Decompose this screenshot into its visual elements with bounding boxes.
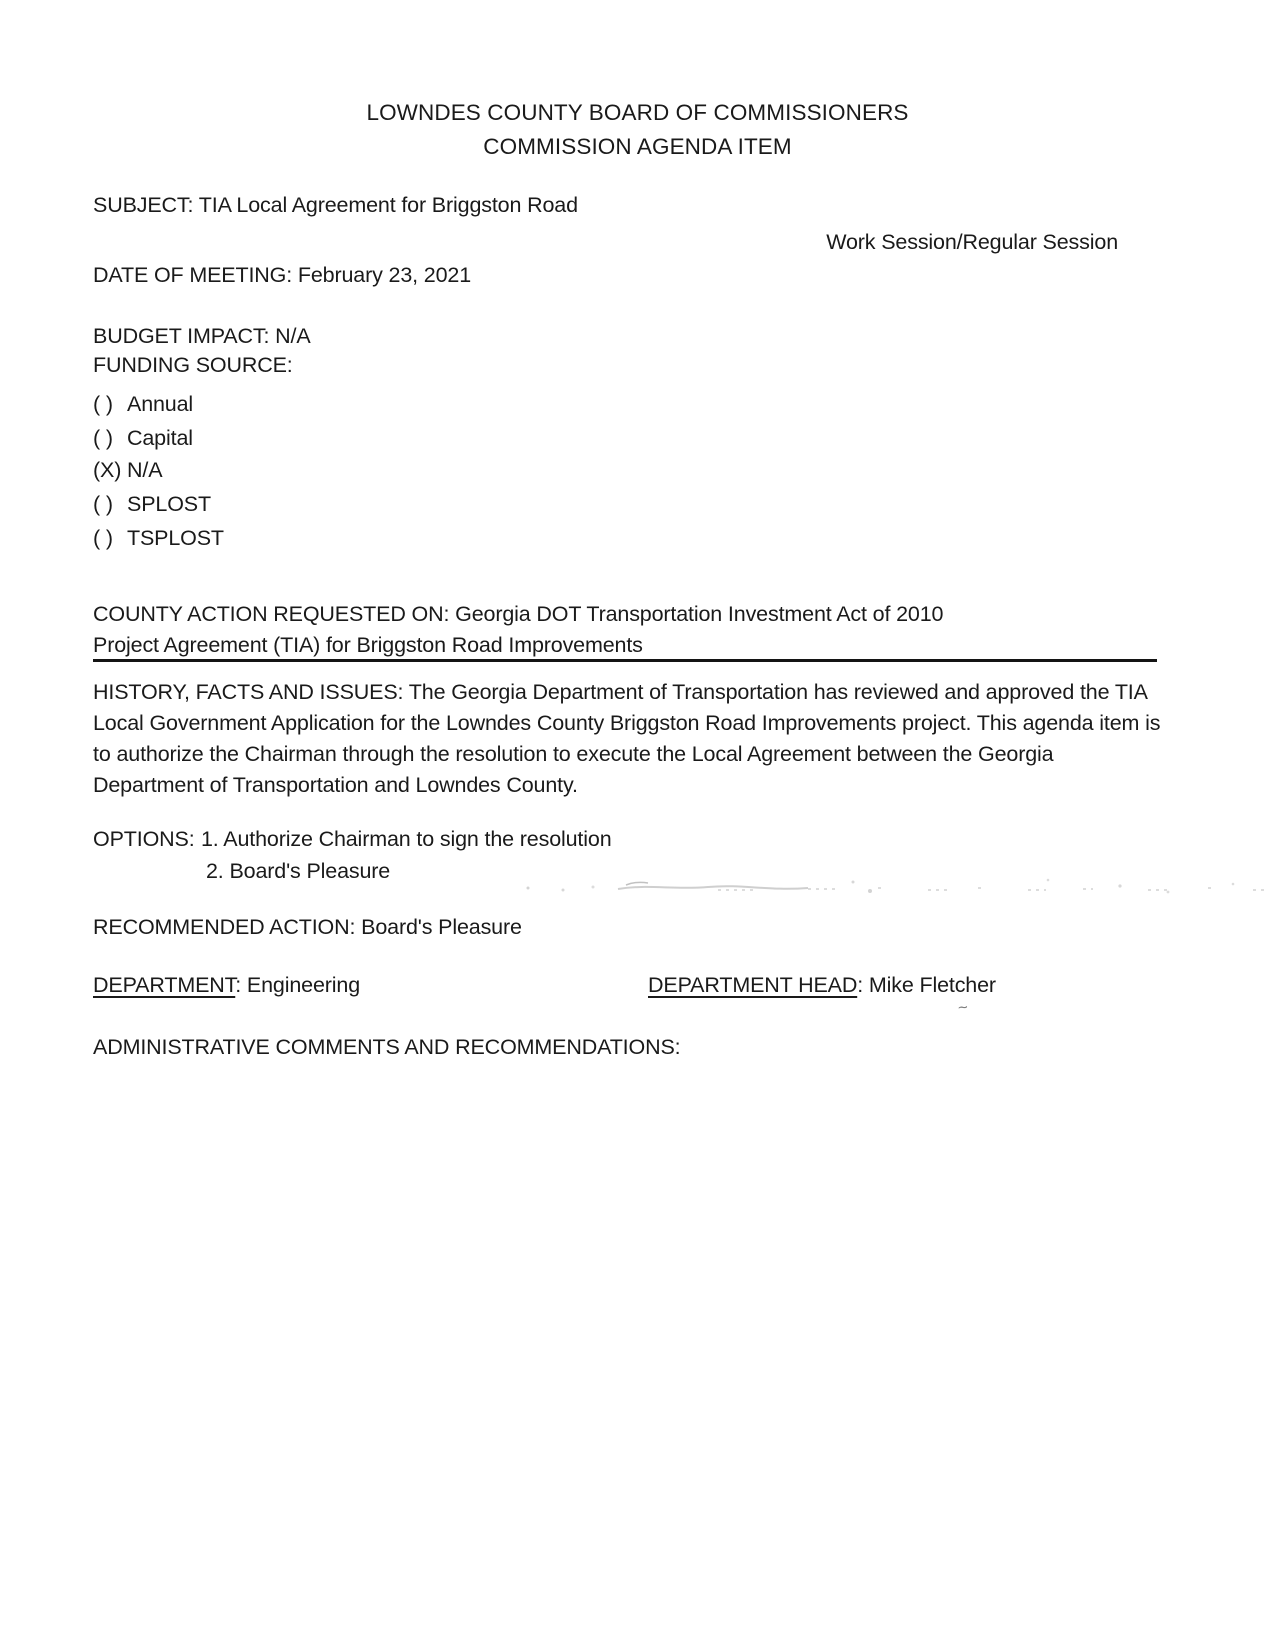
session-type: Work Session/Regular Session [826, 230, 1118, 254]
funding-option-label: TSPLOST [127, 526, 224, 550]
department-head-value: : Mike Fletcher [857, 973, 996, 997]
page-subtitle: COMMISSION AGENDA ITEM [483, 134, 792, 159]
options-label: OPTIONS: [93, 827, 195, 851]
department-head-line [648, 972, 996, 998]
department-head-label: DEPARTMENT HEAD [648, 973, 858, 997]
checkbox-mark: ( ) [93, 526, 113, 550]
scan-smudge-artifact [508, 876, 1275, 898]
checkbox-mark-checked: (X) [93, 458, 122, 482]
option-2: 2. Board's Pleasure [206, 859, 391, 883]
scan-mark-artifact: ~ [956, 997, 970, 1018]
funding-option-tsplost [93, 525, 224, 551]
budget-impact: BUDGET IMPACT: N/A [93, 324, 311, 348]
county-action-line1: COUNTY ACTION REQUESTED ON: Georgia DOT Transportation Investment Act of 2010 [93, 602, 944, 626]
option-1: 1. Authorize Chairman to sign the resolution [201, 827, 612, 851]
department-label: DEPARTMENT [93, 973, 236, 997]
funding-source-label: FUNDING SOURCE: [93, 353, 293, 377]
county-action-line2: Project Agreement (TIA) for Briggston Road Improvements [93, 633, 643, 657]
history-facts-issues: HISTORY, FACTS AND ISSUES: The Georgia Department of Transportation has reviewed and approved the TIA Local Government Application for the Lowndes County Briggston Road Improvements project. This agenda item is to authorize the Chairman through the resolution to execute the Local Agreement between the Georgia Department of Transportation and Lowndes County. [93, 680, 1161, 797]
funding-option-label: SPLOST [127, 492, 211, 516]
department-value: : Engineering [235, 973, 361, 997]
checkbox-mark: ( ) [93, 426, 113, 450]
funding-option-label: Capital [127, 426, 193, 450]
checkbox-mark: ( ) [93, 392, 113, 416]
funding-option-splost [93, 491, 211, 517]
funding-option-na [93, 457, 162, 483]
page-title: LOWNDES COUNTY BOARD OF COMMISSIONERS [366, 100, 909, 125]
admin-comments-heading: ADMINISTRATIVE COMMENTS AND RECOMMENDATIONS: [93, 1035, 681, 1059]
meeting-date: DATE OF MEETING: February 23, 2021 [93, 263, 472, 287]
funding-option-label: N/A [127, 458, 163, 482]
subject-line: SUBJECT: TIA Local Agreement for Briggston Road [93, 193, 578, 217]
funding-option-label: Annual [127, 392, 194, 416]
recommended-action: RECOMMENDED ACTION: Board's Pleasure [93, 915, 522, 939]
department-line [93, 972, 360, 998]
funding-option-annual [93, 391, 193, 417]
checkbox-mark: ( ) [93, 492, 113, 516]
section-divider [93, 659, 1157, 662]
funding-option-capital [93, 425, 193, 451]
